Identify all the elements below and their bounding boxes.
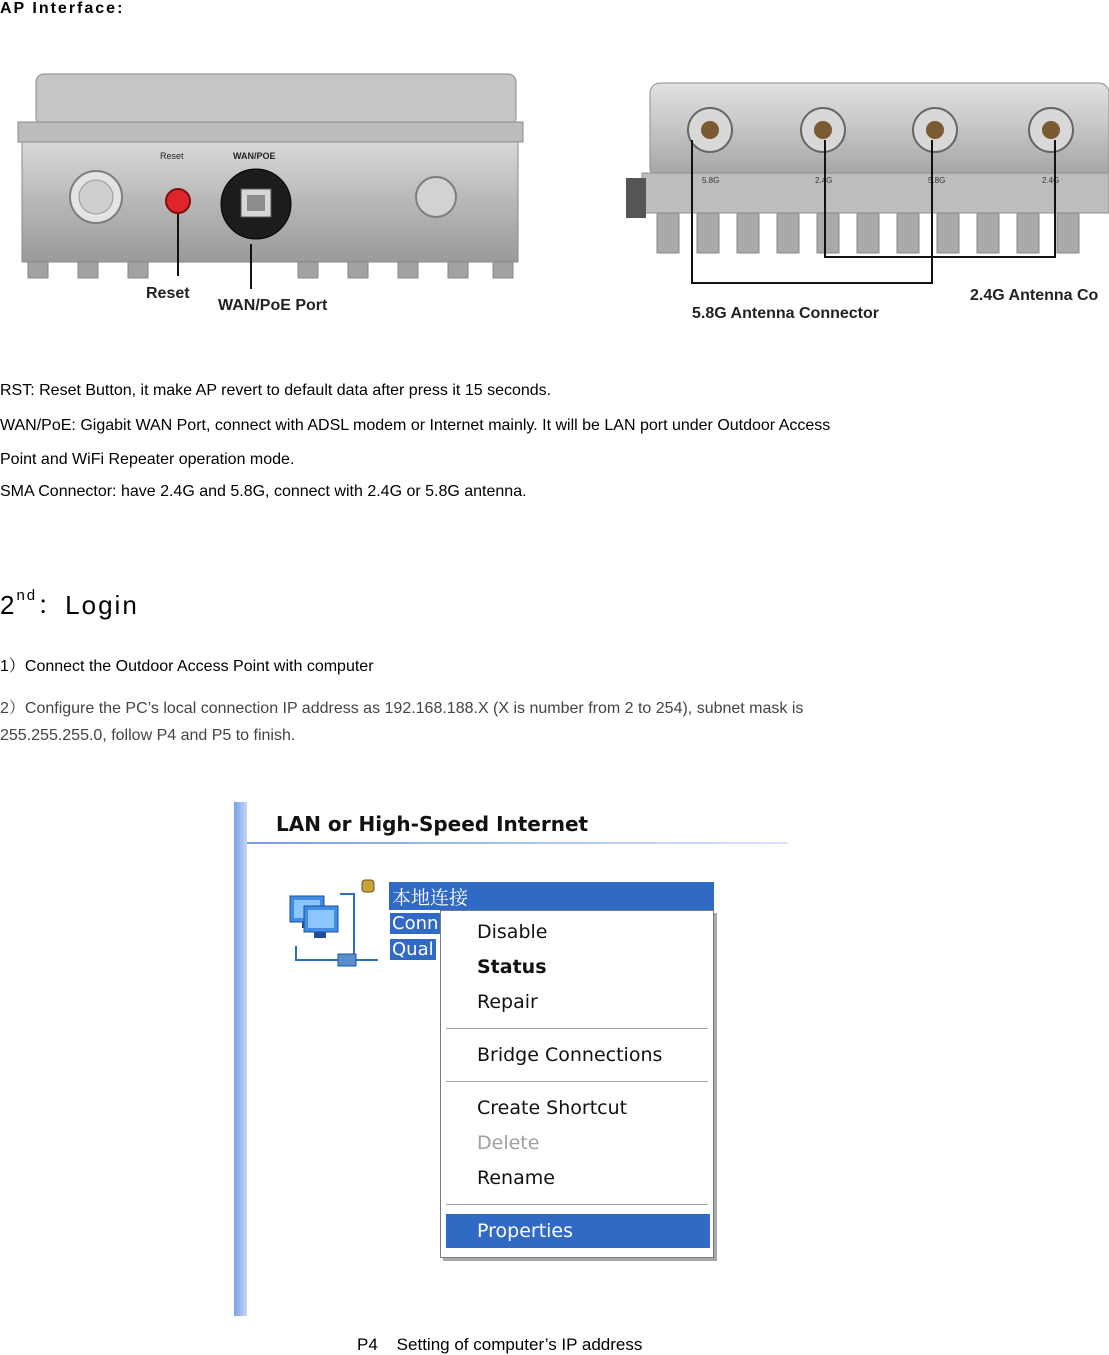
connector-label-2: 2.4G — [815, 176, 833, 185]
figure-caption: P4 Setting of computer’s IP address — [357, 1335, 643, 1354]
connection-status: Conn — [392, 913, 439, 934]
login-heading: 2nd：Login — [0, 587, 139, 620]
callout-58g-connector: 5.8G Antenna Connector — [692, 305, 879, 322]
ap-bottom-photo — [8, 64, 538, 324]
menu-item-delete: Delete — [477, 1132, 540, 1154]
menu-separator — [446, 1081, 708, 1082]
ap-antenna-photo — [612, 28, 1109, 328]
connection-name[interactable]: 本地连接 — [392, 887, 469, 909]
connector-label-1: 5.8G — [702, 176, 720, 185]
callout-24g-connector: 2.4G Antenna Co — [970, 287, 1099, 304]
menu-item-disable[interactable]: Disable — [477, 921, 548, 943]
connector-label-4: 2.4G — [1042, 176, 1060, 185]
desc-wan-poe: WAN/PoE: Gigabit WAN Port, connect with ADSL modem or Internet mainly. It will be LAN port under Outdoor Access — [0, 417, 831, 434]
menu-item-rename[interactable]: Rename — [477, 1167, 555, 1189]
context-menu — [440, 910, 714, 1258]
menu-item-create-shortcut[interactable]: Create Shortcut — [477, 1097, 628, 1119]
menu-item-properties[interactable]: Properties — [477, 1220, 574, 1242]
step-1: 1）Connect the Outdoor Access Point with computer — [0, 658, 374, 675]
screw-right-icon — [416, 177, 456, 217]
connection-quality: Qual — [392, 939, 434, 960]
explorer-sidebar — [234, 802, 247, 1316]
step-2-cont: 255.255.255.0, follow P4 and P5 to finish. — [0, 727, 296, 744]
header-divider — [247, 842, 788, 844]
menu-separator — [446, 1204, 708, 1205]
step-2: 2）Configure the PC’s local connection IP address as 192.168.188.X (X is number from 2 to 254), subnet mask is — [0, 700, 804, 717]
network-connection-icon — [282, 876, 382, 972]
desc-sma: SMA Connector: have 2.4G and 5.8G, connect with 2.4G or 5.8G antenna. — [0, 483, 527, 500]
desc-wan-poe-cont: Point and WiFi Repeater operation mode. — [0, 451, 295, 468]
network-connections-screenshot — [234, 802, 788, 1316]
desc-rst: RST: Reset Button, it make AP revert to default data after press it 15 seconds. — [0, 382, 552, 399]
panel-label-reset: Reset — [160, 151, 184, 161]
callout-reset: Reset — [146, 285, 190, 302]
connector-label-3: 5.8G — [928, 176, 946, 185]
callout-wan-poe: WAN/PoE Port — [218, 297, 328, 314]
section-title: AP Interface: — [0, 0, 125, 17]
menu-item-status[interactable]: Status — [477, 956, 547, 978]
menu-item-repair[interactable]: Repair — [477, 991, 538, 1013]
menu-separator — [446, 1028, 708, 1029]
reset-button-icon — [166, 189, 190, 213]
panel-label-wan: WAN/POE — [233, 151, 276, 161]
menu-item-bridge-connections[interactable]: Bridge Connections — [477, 1044, 663, 1066]
group-header: LAN or High-Speed Internet — [276, 812, 589, 836]
